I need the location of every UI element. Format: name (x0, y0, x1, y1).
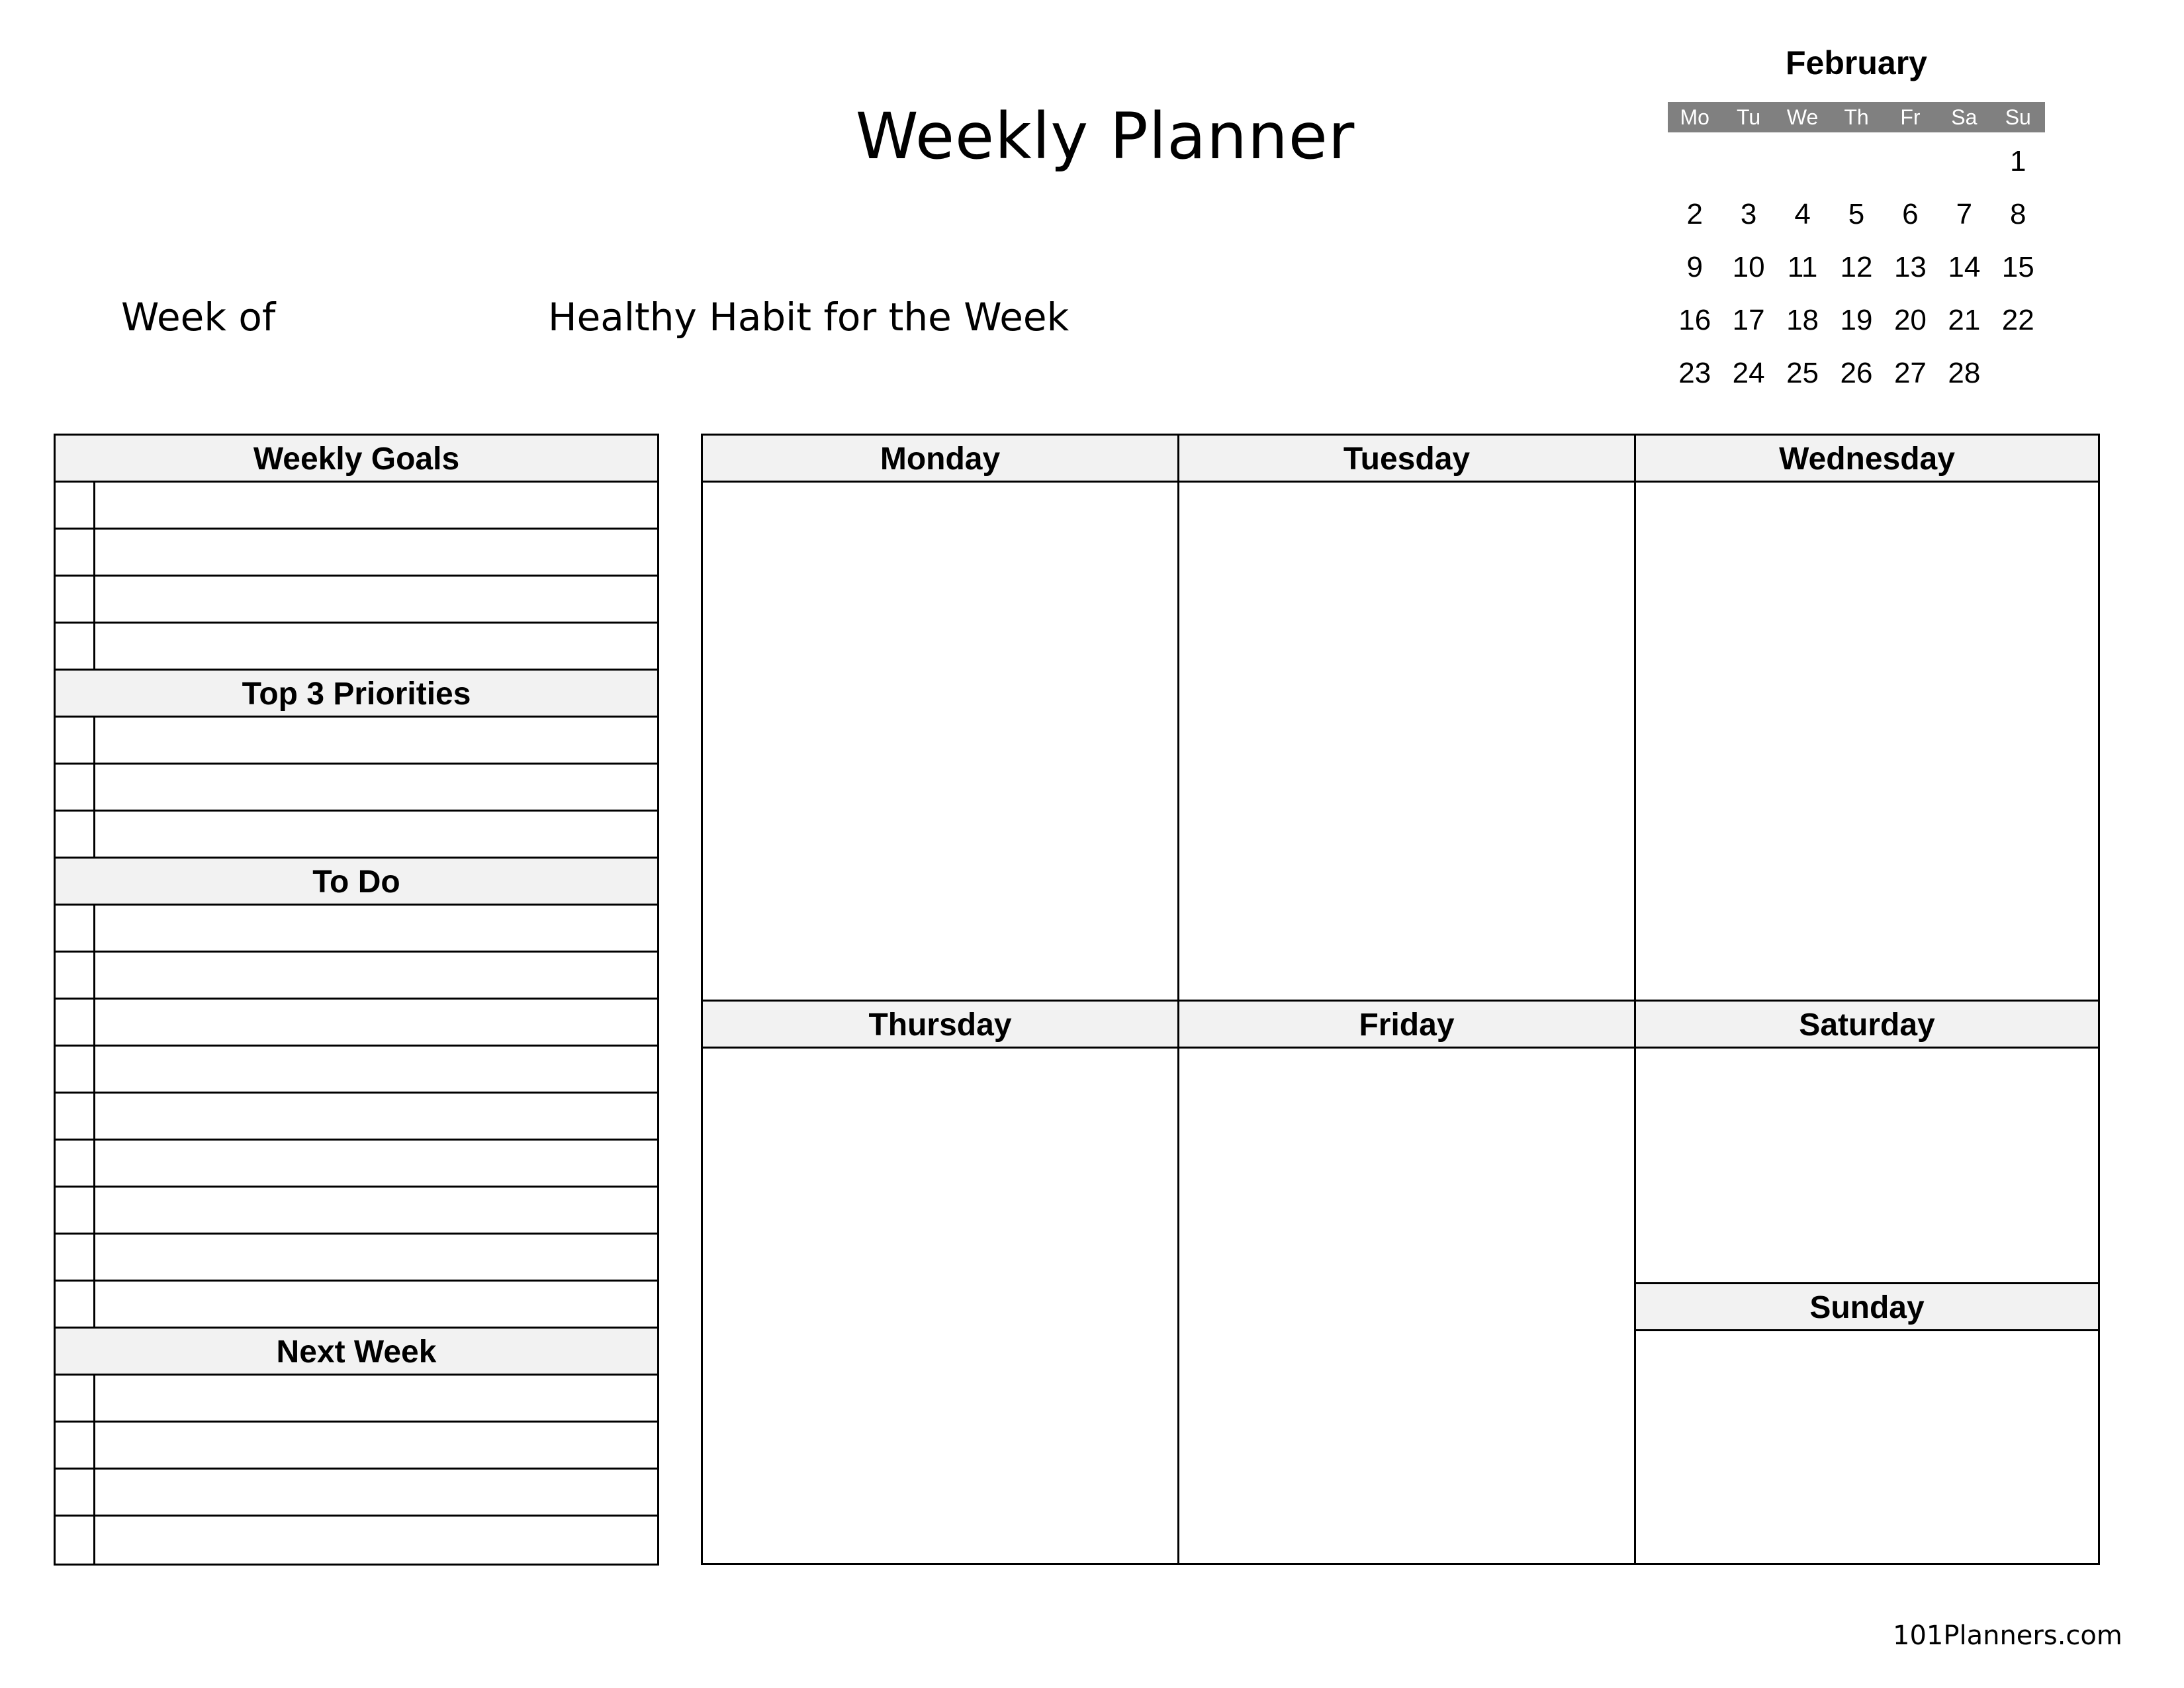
calendar-day (1829, 135, 1883, 188)
day-cell-thursday[interactable] (703, 1002, 1179, 1563)
calendar-day: 25 (1786, 357, 1819, 389)
checkbox[interactable] (56, 1188, 95, 1233)
calendar-day: 10 (1732, 251, 1765, 283)
write-line[interactable] (95, 718, 657, 763)
write-line[interactable] (95, 765, 657, 810)
calendar-day: 28 (1948, 357, 1981, 389)
checkbox[interactable] (56, 530, 95, 575)
page-title: Weekly Planner (855, 99, 1355, 173)
day-header-monday: Monday (703, 436, 1177, 483)
write-line[interactable] (95, 1423, 657, 1468)
list-item (56, 1282, 657, 1329)
checkbox[interactable] (56, 483, 95, 528)
calendar-day (1776, 135, 1829, 188)
calendar-day: 5 (1848, 198, 1865, 230)
calendar-day: 16 (1678, 304, 1711, 336)
checkbox[interactable] (56, 765, 95, 810)
checkbox[interactable] (56, 1376, 95, 1421)
checkbox[interactable] (56, 812, 95, 857)
day-header-tuesday: Tuesday (1179, 436, 1634, 483)
section-header-next-week: Next Week (56, 1329, 657, 1376)
write-line[interactable] (95, 530, 657, 575)
mini-calendar (1668, 40, 2045, 400)
calendar-day: 3 (1740, 198, 1757, 230)
calendar-day (1991, 347, 2045, 400)
write-line[interactable] (95, 1141, 657, 1186)
calendar-weekday: Th (1844, 105, 1869, 129)
calendar-day (1937, 135, 1991, 188)
list-item (56, 483, 657, 530)
calendar-weekday: Mo (1680, 105, 1709, 129)
checkbox[interactable] (56, 906, 95, 951)
list-item (56, 906, 657, 953)
day-grid (701, 434, 2100, 1565)
checkbox[interactable] (56, 953, 95, 998)
day-cell-wednesday[interactable] (1636, 436, 2098, 1002)
calendar-weekday: Tu (1737, 105, 1761, 129)
day-header-sunday: Sunday (1636, 1284, 2098, 1331)
write-line[interactable] (95, 1000, 657, 1045)
calendar-day: 7 (1956, 198, 1973, 230)
day-header-wednesday: Wednesday (1636, 436, 2098, 483)
checkbox[interactable] (56, 624, 95, 669)
write-line[interactable] (95, 1376, 657, 1421)
calendar-day: 14 (1948, 251, 1981, 283)
calendar-day: 11 (1787, 251, 1818, 283)
list-item (56, 1235, 657, 1282)
write-line[interactable] (95, 624, 657, 669)
list-item (56, 718, 657, 765)
calendar-weekday: Sa (1951, 105, 1978, 129)
calendar-day: 13 (1893, 251, 1927, 283)
day-header-friday: Friday (1179, 1002, 1634, 1049)
write-line[interactable] (95, 1517, 657, 1564)
write-line[interactable] (95, 483, 657, 528)
calendar-day: 8 (2010, 198, 2026, 230)
list-item (56, 530, 657, 577)
checkbox[interactable] (56, 1235, 95, 1280)
write-line[interactable] (95, 812, 657, 857)
calendar-day: 27 (1893, 357, 1927, 389)
day-cell-sunday[interactable] (1636, 1284, 2098, 1563)
calendar-day: 2 (1686, 198, 1703, 230)
calendar-day: 1 (2010, 145, 2026, 177)
calendar-day (1668, 135, 1721, 188)
day-header-saturday: Saturday (1636, 1002, 2098, 1049)
write-line[interactable] (95, 906, 657, 951)
list-item (56, 1470, 657, 1517)
section-header-to-do: To Do (56, 859, 657, 906)
day-header-thursday: Thursday (703, 1002, 1177, 1049)
calendar-weekday: We (1786, 105, 1819, 129)
week-of-label: Week of (121, 295, 276, 340)
list-item (56, 765, 657, 812)
calendar-day: 12 (1840, 251, 1873, 283)
list-item (56, 1376, 657, 1423)
healthy-habit-label: Healthy Habit for the Week (548, 295, 1069, 340)
checkbox[interactable] (56, 718, 95, 763)
list-item (56, 1517, 657, 1564)
calendar-day: 26 (1840, 357, 1873, 389)
checkbox[interactable] (56, 1517, 95, 1564)
list-item (56, 1141, 657, 1188)
list-item (56, 953, 657, 1000)
write-line[interactable] (95, 1282, 657, 1327)
checkbox[interactable] (56, 1423, 95, 1468)
task-lists (54, 434, 659, 1566)
calendar-day: 18 (1786, 304, 1819, 336)
section-header-top-3-priorities: Top 3 Priorities (56, 671, 657, 718)
write-line[interactable] (95, 1188, 657, 1233)
checkbox[interactable] (56, 1282, 95, 1327)
calendar-day (1721, 135, 1775, 188)
calendar-day: 22 (2001, 304, 2034, 336)
calendar-day: 23 (1678, 357, 1711, 389)
calendar-days (1668, 135, 2045, 400)
calendar-day: 4 (1794, 198, 1811, 230)
calendar-day: 17 (1732, 304, 1765, 336)
footer-brand: 101Planners.com (1893, 1620, 2122, 1651)
write-line[interactable] (95, 1470, 657, 1515)
list-item (56, 624, 657, 671)
write-line[interactable] (95, 1235, 657, 1280)
day-cell-friday[interactable] (1179, 1002, 1636, 1563)
calendar-day: 19 (1840, 304, 1873, 336)
calendar-day: 15 (2001, 251, 2034, 283)
calendar-day (1884, 135, 1937, 188)
list-item (56, 812, 657, 859)
write-line[interactable] (95, 1047, 657, 1092)
calendar-month: February (1786, 44, 1927, 81)
list-item (56, 1047, 657, 1094)
calendar-weekday-header (1668, 102, 2045, 132)
checkbox[interactable] (56, 1000, 95, 1045)
calendar-day: 6 (1902, 198, 1919, 230)
calendar-day: 9 (1686, 251, 1703, 283)
write-line[interactable] (95, 953, 657, 998)
checkbox[interactable] (56, 1470, 95, 1515)
list-item (56, 577, 657, 624)
calendar-day: 21 (1948, 304, 1981, 336)
calendar-weekday: Su (2005, 105, 2031, 129)
list-item (56, 1094, 657, 1141)
calendar-day: 24 (1732, 357, 1765, 389)
list-item (56, 1188, 657, 1235)
list-item (56, 1000, 657, 1047)
write-line[interactable] (95, 577, 657, 622)
calendar-weekday: Fr (1900, 105, 1921, 129)
list-item (56, 1423, 657, 1470)
checkbox[interactable] (56, 1141, 95, 1186)
checkbox[interactable] (56, 1047, 95, 1092)
day-cell-tuesday[interactable] (1179, 436, 1636, 1002)
write-line[interactable] (95, 1094, 657, 1139)
section-header-weekly-goals: Weekly Goals (56, 436, 657, 483)
checkbox[interactable] (56, 1094, 95, 1139)
calendar-day: 20 (1893, 304, 1927, 336)
day-cell-saturday[interactable] (1636, 1002, 2098, 1284)
checkbox[interactable] (56, 577, 95, 622)
day-cell-monday[interactable] (703, 436, 1179, 1002)
